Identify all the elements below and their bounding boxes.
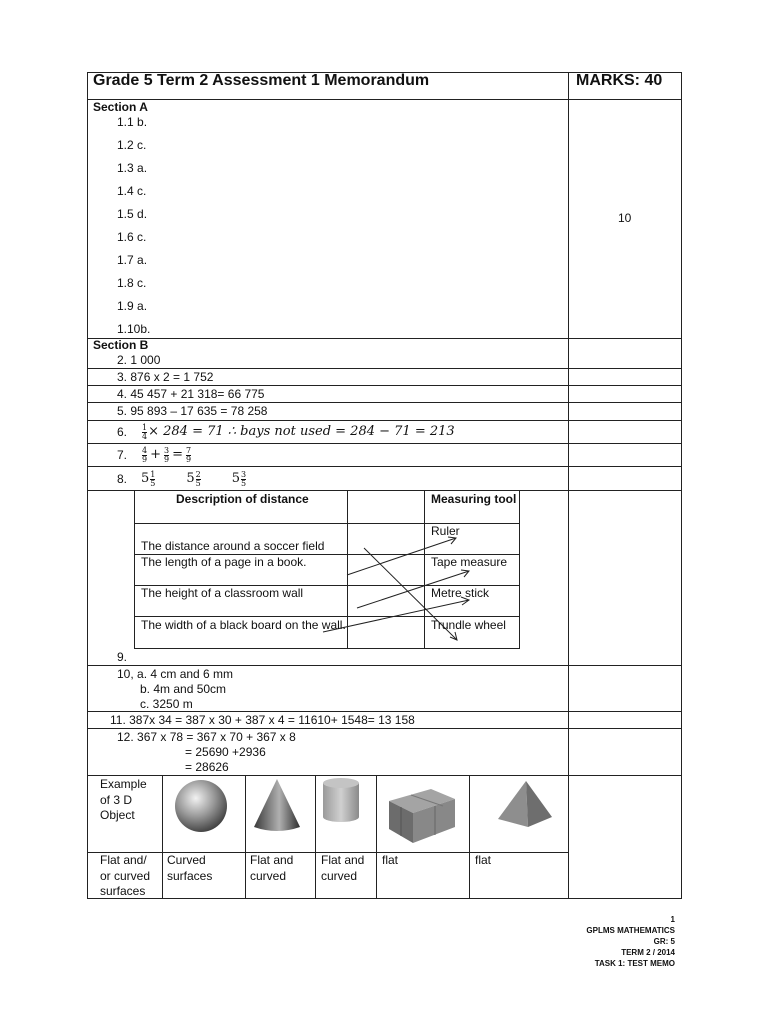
answer-1-5: 1.5 d. [117,207,148,221]
answer-10-b: b. 4m and 50cm [140,682,227,696]
answer-1-3: 1.3 a. [117,161,148,175]
fraction-3-5: $\frac{3}{5}$ [241,469,247,488]
mixed-whole-1: 5 [141,471,150,486]
marks-total: MARKS: 40 [576,72,663,89]
answer-12-line-3: = 28626 [185,760,229,774]
description-soccer-field: The distance around a soccer field [141,539,325,553]
surface-cone: Flat and curved [250,853,294,883]
row-label-surfaces: Flat and/ or curved surfaces [100,853,151,898]
page-footer [586,914,675,969]
box-icon [385,787,457,845]
fraction-1-4: $\frac{1}{4}$ [142,422,148,441]
footer-term: TERM 2 / 2014 [621,948,675,957]
surface-box: flat [382,853,399,867]
fraction-4-9: $\frac{4}{9}$ [142,445,148,464]
surface-sphere: Curved surfaces [167,853,213,883]
section-a-marks: 10 [618,211,632,225]
tool-ruler: Ruler [431,524,460,538]
section-a-heading: Section A [93,100,148,114]
pyramid-icon [494,779,554,833]
answer-3: 3. 876 x 2 = 1 752 [117,370,214,384]
tool-metre-stick: Metre stick [431,586,490,600]
answer-1-9: 1.9 a. [117,299,148,313]
answer-2: 2. 1 000 [117,353,161,367]
row-label-example: Example of 3 D Object [100,777,147,822]
col-header-description: Description of distance [176,492,309,506]
surface-pyramid: flat [475,853,492,867]
answer-4: 4. 45 457 + 21 318= 66 775 [117,387,265,401]
answer-1-10: 1.10b. [117,322,151,336]
fraction-2-5: $\frac{2}{5}$ [195,469,201,488]
plus-sign: + [150,447,162,462]
description-wall-height: The height of a classroom wall [141,586,304,600]
fraction-1-5: $\frac{1}{5}$ [150,469,156,488]
fraction-3-9: $\frac{3}{9}$ [164,445,170,464]
answer-1-1: 1.1 b. [117,115,148,129]
sphere-icon [173,778,229,834]
answer-8 [117,469,247,489]
answer-5: 5. 95 893 – 17 635 = 78 258 [117,404,268,418]
answer-6-number: 6. [117,425,128,439]
answer-12-line-1: 12. 367 x 78 = 367 x 70 + 367 x 8 [117,730,296,744]
cylinder-icon [320,777,362,823]
cone-icon [251,777,303,835]
answer-10-c: c. 3250 m [140,697,193,711]
answer-7 [117,446,192,464]
page-title: Grade 5 Term 2 Assessment 1 Memorandum [93,72,430,89]
tool-tape-measure: Tape measure [431,555,508,569]
answer-1-7: 1.7 a. [117,253,148,267]
answer-6 [117,423,455,441]
footer-subject: GPLMS MATHEMATICS [586,926,675,935]
col-header-tool: Measuring tool [431,492,517,506]
footer-grade: GR: 5 [653,937,675,946]
tool-trundle-wheel: Trundle wheel [431,618,506,632]
answer-10-a: 10, a. 4 cm and 6 mm [117,667,234,681]
answer-1-2: 1.2 c. [117,138,147,152]
answer-9-number: 9. [117,650,128,664]
description-board-width: The width of a black board on the wall. [141,618,346,632]
answer-1-8: 1.8 c. [117,276,147,290]
description-page-length: The length of a page in a book. [141,555,307,569]
answer-8-number: 8. [117,472,128,486]
section-b-heading: Section B [93,338,149,352]
answer-6-expression: × 284 = 71 ∴ bays not used = 284 − 71 = 213 [148,424,455,439]
answer-1-4: 1.4 c. [117,184,147,198]
fraction-7-9: $\frac{7}{9}$ [186,445,192,464]
footer-task: TASK 1: TEST MEMO [594,959,675,968]
mixed-whole-3: 5 [231,471,241,486]
page-number: 1 [670,915,675,924]
surface-cylinder: Flat and curved [321,853,365,883]
mixed-whole-2: 5 [186,471,195,486]
answer-12-line-2: = 25690 +2936 [185,745,266,759]
answer-7-number: 7. [117,448,128,462]
equals-sign: = [172,447,184,462]
answer-1-6: 1.6 c. [117,230,147,244]
answer-11: 11. 387x 34 = 387 x 30 + 387 x 4 = 11610+ 1548= 13 158 [110,713,415,727]
